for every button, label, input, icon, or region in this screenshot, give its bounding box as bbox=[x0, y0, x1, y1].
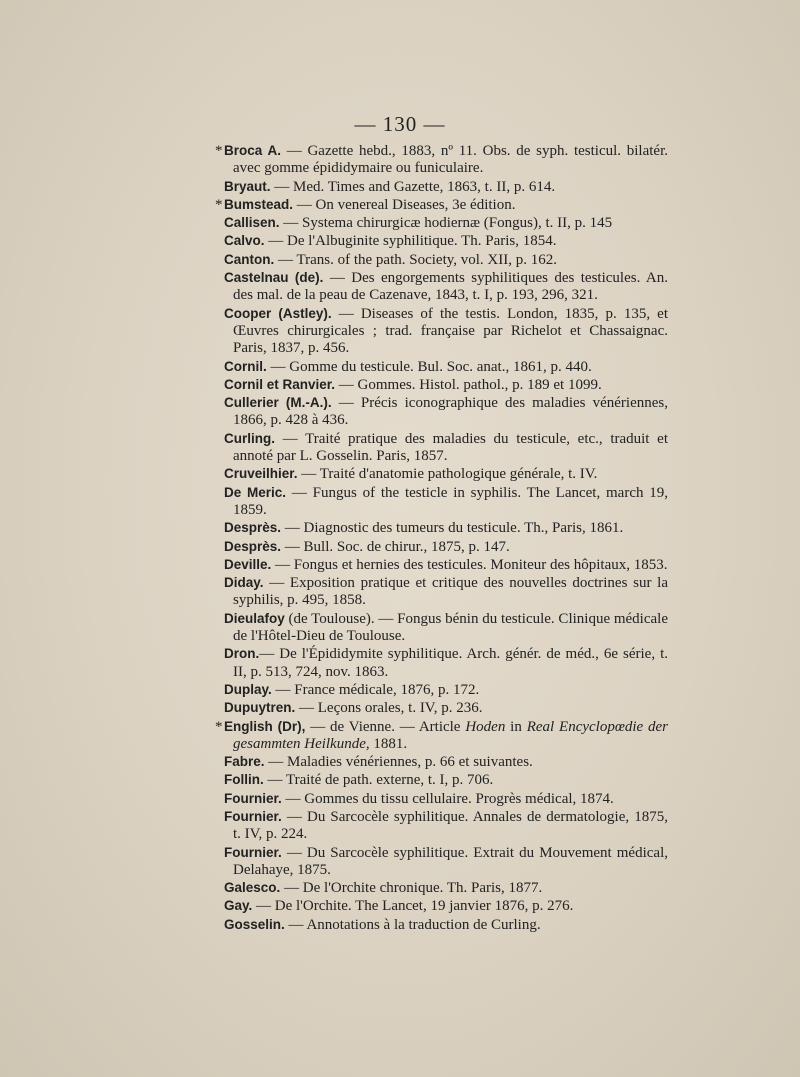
entry-author: Fournier. bbox=[224, 790, 282, 806]
entry-text: — Annotations à la traduction de Curling. bbox=[284, 916, 541, 933]
entry-text: — De l'Orchite. The Lancet, 19 janvier 1876, p. 276. bbox=[252, 898, 574, 915]
bibliography-entry bbox=[224, 574, 668, 610]
bibliography-entry bbox=[224, 519, 668, 537]
entry-text: — Fungus of the testicle in syphilis. The Lancet, march 19, 1859. bbox=[233, 484, 669, 518]
entry-text: (de Toulouse). — Fongus bénin du testicule. Clinique médicale de l'Hôtel-Dieu de Toulouse. bbox=[233, 610, 668, 645]
entry-author: Cooper (Astley). bbox=[224, 305, 332, 321]
entry-author: Fabre. bbox=[224, 754, 265, 770]
entry-author: Calvo. bbox=[224, 233, 265, 249]
entry-text: — Traité pratique des maladies du testicule, etc., traduit et annoté par L. Gosselin. Paris, 1857. bbox=[233, 430, 668, 465]
entry-text: — Du Sarcocèle syphilitique. Annales de dermatologie, 1875, t. IV, p. 224. bbox=[233, 808, 668, 843]
entry-text: — De l'Albuginite syphilitique. Th. Paris, 1854. bbox=[264, 233, 557, 250]
bibliography-entry bbox=[224, 879, 668, 897]
entry-text: — Bull. Soc. de chirur., 1875, p. 147. bbox=[281, 538, 510, 555]
entry-text: — Med. Times and Gazette, 1863, t. II, p. 614. bbox=[270, 178, 556, 195]
entry-text: — de Vienne. — Article bbox=[305, 718, 466, 735]
entry-author: Diday. bbox=[224, 575, 264, 591]
bibliography-entry bbox=[224, 251, 668, 269]
bibliography-entry bbox=[215, 196, 668, 214]
entry-text: — De l'Orchite chronique. Th. Paris, 1877. bbox=[280, 880, 543, 897]
bibliography-list bbox=[215, 142, 669, 934]
entry-author: Canton. bbox=[224, 251, 275, 267]
entry-author: Cullerier (M.-A.). bbox=[224, 395, 332, 411]
bibliography-entry bbox=[224, 178, 668, 196]
bibliography-entry bbox=[224, 645, 668, 681]
entry-author: Curling. bbox=[224, 430, 275, 446]
bibliography-entry bbox=[215, 142, 669, 178]
bibliography-entry bbox=[224, 394, 668, 430]
entry-text: — Gommes. Histol. pathol., p. 189 et 1099. bbox=[335, 376, 602, 393]
entry-author: Desprès. bbox=[224, 520, 282, 536]
entry-author: Callisen. bbox=[224, 215, 280, 231]
entry-text: — Diseases of the testis. London, 1835, p. 135, et Œuvres chirurgicales ; trad. française par Richelot et Chassaignac. Paris, 1837, p. 456. bbox=[233, 305, 668, 357]
entry-author: Cornil et Ranvier. bbox=[224, 376, 336, 392]
entry-author: Fournier. bbox=[224, 844, 282, 860]
bibliography-entry bbox=[224, 358, 668, 376]
bibliography-entry bbox=[224, 790, 668, 808]
page-number: — 130 — bbox=[354, 112, 446, 136]
entry-text: — Leçons orales, t. IV, p. 236. bbox=[295, 700, 483, 717]
entry-text: — Traité de path. externe, t. I, p. 706. bbox=[263, 772, 494, 789]
entry-author: Galesco. bbox=[224, 880, 281, 896]
asterisk-mark: * bbox=[215, 718, 223, 735]
bibliography-entry bbox=[224, 808, 668, 844]
bibliography-entry bbox=[224, 465, 668, 483]
entry-author: Gay. bbox=[224, 898, 253, 914]
bibliography-entry bbox=[224, 844, 668, 880]
entry-text: — Maladies vénériennes, p. 66 et suivantes. bbox=[264, 754, 533, 771]
bibliography-entry bbox=[224, 232, 668, 250]
bibliography-entry bbox=[224, 430, 668, 466]
entry-author: Dron. bbox=[224, 646, 260, 662]
bibliography-entry bbox=[224, 214, 668, 232]
entry-text: — De l'Épididymite syphilitique. Arch. génér. de méd., 6e série, t. II, p. 513, 724, nov. 1863. bbox=[233, 646, 668, 680]
bibliography-entry bbox=[224, 916, 668, 934]
entry-author: Deville. bbox=[224, 556, 272, 572]
entry-text: — Fongus et hernies des testicules. Moniteur des hôpitaux, 1853. bbox=[271, 556, 668, 573]
bibliography-entry bbox=[224, 269, 668, 305]
entry-author: Dieulafoy bbox=[224, 610, 285, 626]
entry-text: — France médicale, 1876, p. 172. bbox=[271, 681, 480, 698]
entry-text: — Trans. of the path. Society, vol. XII, p. 162. bbox=[274, 251, 558, 268]
entry-author: Dupuytren. bbox=[224, 700, 296, 716]
entry-text: — Gommes du tissu cellulaire. Progrès médical, 1874. bbox=[281, 790, 614, 807]
entry-author: Bryaut. bbox=[224, 178, 271, 194]
bibliography-entry bbox=[224, 376, 668, 394]
asterisk-mark: * bbox=[215, 143, 223, 159]
entry-text: — Du Sarcocèle syphilitique. Extrait du Mouvement médical, Delahaye, 1875. bbox=[233, 844, 668, 878]
entry-text: 1881. bbox=[369, 735, 408, 752]
entry-text: — Systema chirurgicæ hodiernæ (Fongus), t. II, p. 145 bbox=[279, 215, 613, 232]
bibliography-entry bbox=[224, 699, 668, 717]
entry-author: Bumstead. bbox=[224, 196, 294, 212]
bibliography-entry bbox=[224, 681, 668, 699]
bibliography-entry bbox=[215, 718, 669, 754]
entry-title-italic: Hoden bbox=[465, 718, 506, 735]
entry-author: Desprès. bbox=[224, 538, 282, 554]
entry-text: — Traité d'anatomie pathologique générale, t. IV. bbox=[297, 466, 598, 483]
entry-author: Cornil. bbox=[224, 358, 267, 374]
entry-text: — Gazette hebd., 1883, nº 11. Obs. de syph. testicul. bilatér. avec gomme épididymaire ou funiculaire. bbox=[233, 143, 669, 177]
entry-author: Fournier. bbox=[224, 808, 282, 824]
entry-author: Gosselin. bbox=[224, 916, 285, 932]
entry-text: in bbox=[505, 718, 527, 735]
entry-author: Cruveilhier. bbox=[224, 466, 298, 482]
bibliography-entry bbox=[224, 556, 668, 574]
entry-author: Duplay. bbox=[224, 681, 272, 697]
asterisk-mark: * bbox=[215, 196, 223, 213]
entry-text: — Exposition pratique et critique des nouvelles doctrines sur la syphilis, p. 495, 1858. bbox=[233, 575, 668, 609]
bibliography-entry bbox=[224, 753, 668, 771]
entry-author: English (Dr), bbox=[224, 718, 306, 734]
entry-text: — Diagnostic des tumeurs du testicule. Th., Paris, 1861. bbox=[281, 520, 624, 537]
entry-text: — Gomme du testicule. Bul. Soc. anat., 1861, p. 440. bbox=[266, 358, 592, 375]
entry-author: Broca A. bbox=[224, 143, 281, 158]
bibliography-entry bbox=[224, 305, 668, 358]
entry-text: — Précis iconographique des maladies vénériennes, 1866, p. 428 à 436. bbox=[233, 395, 668, 429]
entry-title-italic: Real Encyclopœdie der gesammten Heilkunde, bbox=[233, 718, 669, 752]
entry-author: De Meric. bbox=[224, 484, 287, 500]
entry-author: Follin. bbox=[224, 772, 264, 788]
bibliography-entry bbox=[224, 771, 668, 789]
bibliography-entry bbox=[224, 484, 668, 520]
bibliography-entry bbox=[224, 538, 668, 556]
entry-author: Castelnau (de). bbox=[224, 270, 324, 286]
entry-text: — Des engorgements syphilitiques des testicules. An. des mal. de la peau de Cazenave, 1843, t. I, p. 193, 296, 321. bbox=[233, 270, 668, 304]
bibliography-entry bbox=[224, 897, 668, 915]
entry-text: — On venereal Diseases, 3e édition. bbox=[293, 196, 516, 213]
bibliography-entry bbox=[224, 610, 668, 646]
